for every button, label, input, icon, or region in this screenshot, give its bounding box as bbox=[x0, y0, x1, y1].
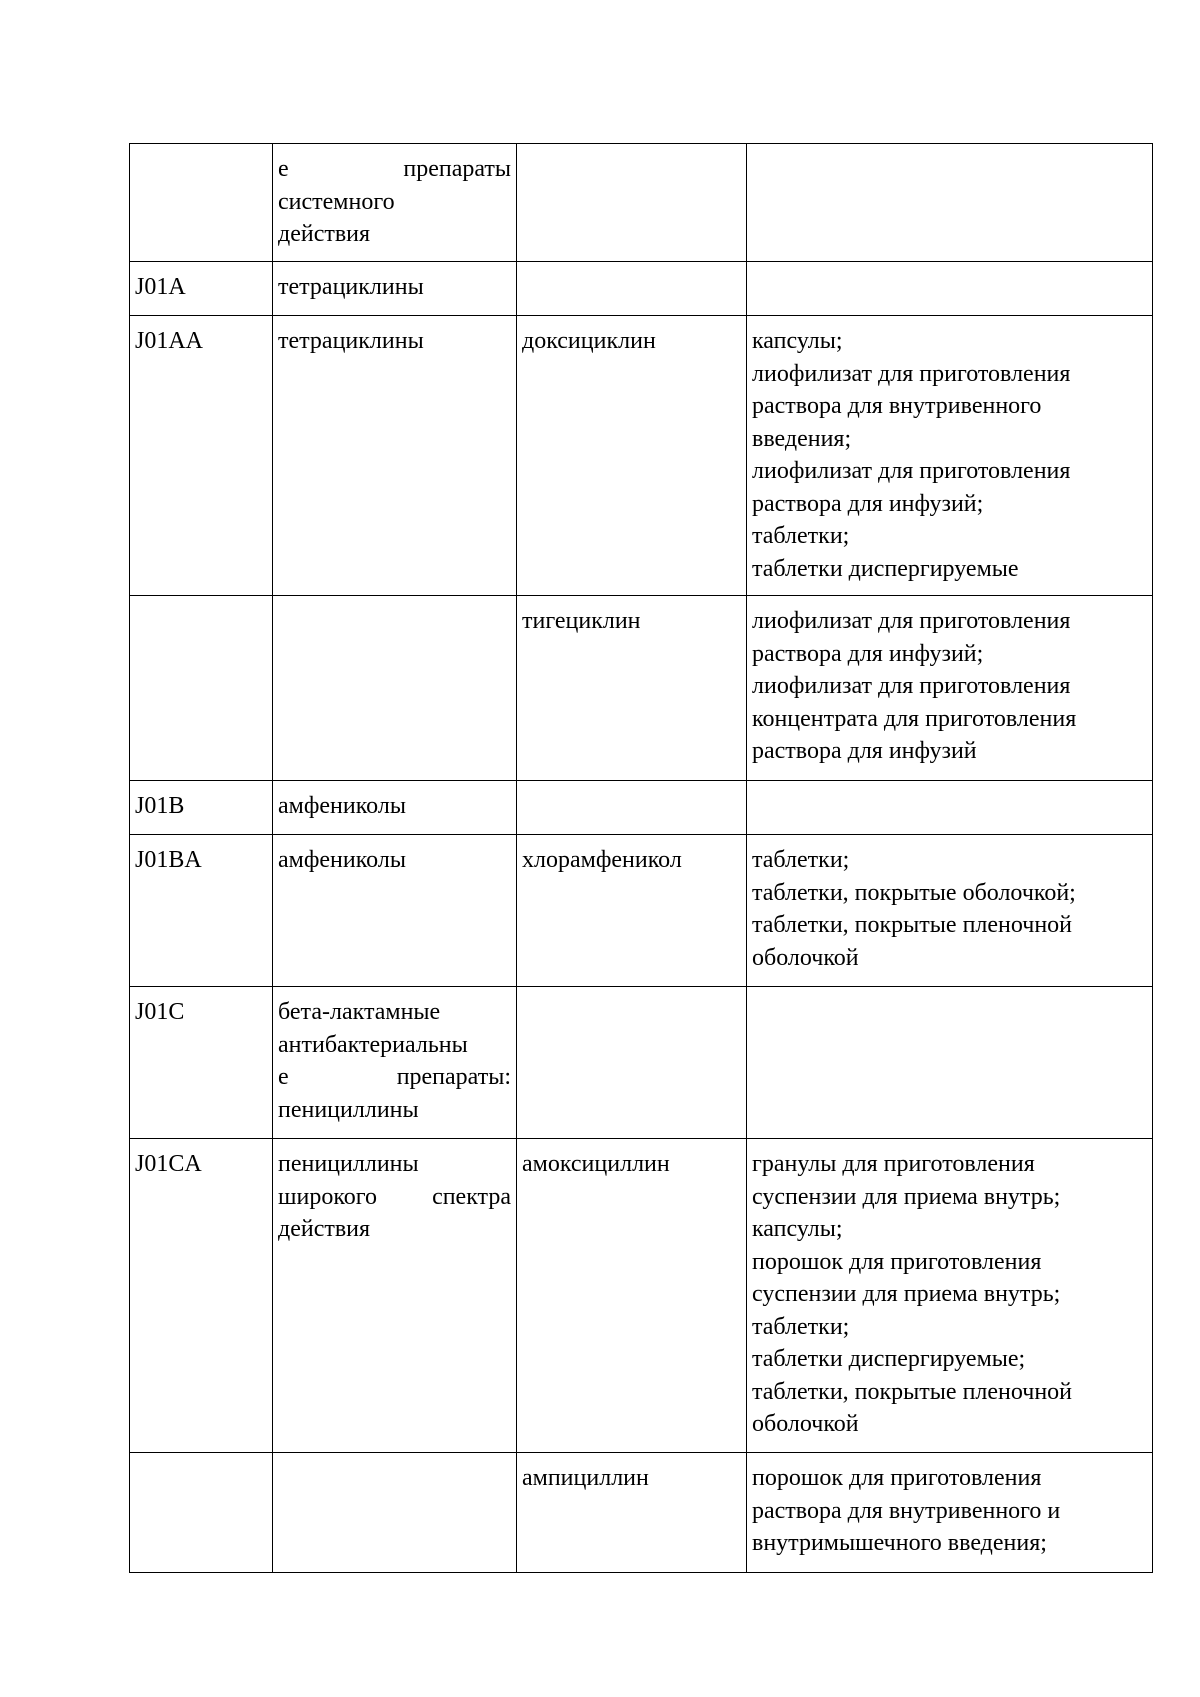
table-row bbox=[130, 781, 1153, 835]
dosage-form-line: таблетки диспергируемые; bbox=[752, 1346, 1026, 1372]
drug-name-cell bbox=[517, 987, 747, 1139]
group-name-line: тетрациклины bbox=[278, 274, 424, 300]
group-name-line: действия bbox=[278, 221, 371, 247]
group-name-line: амфениколы bbox=[278, 793, 406, 819]
table-row bbox=[130, 1139, 1153, 1453]
dosage-form-line: капсулы; bbox=[752, 1216, 843, 1242]
dosage-form-line: внутримышечного введения; bbox=[752, 1530, 1047, 1556]
drug-name-cell bbox=[517, 262, 747, 316]
dosage-forms-cell bbox=[747, 144, 1153, 262]
drug-classification-table bbox=[129, 143, 1153, 1573]
dosage-forms-cell bbox=[747, 596, 1153, 781]
group-name-word: препараты bbox=[403, 156, 511, 182]
group-name-word: спектра bbox=[432, 1183, 511, 1210]
group-name-line bbox=[278, 1061, 511, 1094]
drug-name: тигециклин bbox=[522, 608, 641, 634]
table-row bbox=[130, 835, 1153, 987]
dosage-form-line: раствора для внутривенного и bbox=[752, 1497, 1061, 1524]
group-name-line bbox=[278, 153, 511, 186]
group-name-line: действия bbox=[278, 1216, 371, 1242]
dosage-forms-cell bbox=[747, 262, 1153, 316]
atc-code: J01CA bbox=[135, 1151, 202, 1177]
atc-code: J01AA bbox=[135, 328, 204, 354]
table-row bbox=[130, 262, 1153, 316]
drug-name: амоксициллин bbox=[522, 1151, 670, 1177]
group-name-cell bbox=[273, 1139, 517, 1453]
dosage-form-line: гранулы для приготовления bbox=[752, 1151, 1035, 1177]
atc-code: J01BA bbox=[135, 847, 202, 873]
drug-name: доксициклин bbox=[522, 328, 656, 354]
dosage-form-line: раствора для инфузий; bbox=[752, 490, 984, 517]
dosage-form-line: лиофилизат для приготовления bbox=[752, 673, 1071, 699]
dosage-forms-cell bbox=[747, 987, 1153, 1139]
dosage-forms-cell bbox=[747, 835, 1153, 987]
atc-code-cell bbox=[130, 316, 273, 596]
dosage-forms-cell bbox=[747, 316, 1153, 596]
table-row bbox=[130, 144, 1153, 262]
drug-name-cell bbox=[517, 1453, 747, 1573]
atc-code-cell bbox=[130, 1453, 273, 1573]
group-name-line: пенициллины bbox=[278, 1151, 419, 1177]
dosage-form-line: лиофилизат для приготовления bbox=[752, 360, 1071, 387]
dosage-form-line: таблетки, покрытые оболочкой; bbox=[752, 879, 1076, 906]
dosage-form-line: введения; bbox=[752, 425, 852, 452]
dosage-form-line: раствора для внутривенного bbox=[752, 393, 1042, 419]
group-name-cell bbox=[273, 262, 517, 316]
dosage-form-line: оболочкой bbox=[752, 1411, 859, 1437]
drug-name-cell bbox=[517, 835, 747, 987]
drug-name-cell bbox=[517, 144, 747, 262]
table-row bbox=[130, 987, 1153, 1139]
atc-code: J01A bbox=[135, 274, 186, 300]
dosage-form-line: таблетки, покрытые пленочной bbox=[752, 912, 1073, 938]
group-name-line: бета-лактамные bbox=[278, 999, 441, 1025]
group-name-word: е bbox=[278, 156, 289, 182]
atc-code-cell bbox=[130, 596, 273, 781]
atc-code: J01C bbox=[135, 999, 185, 1025]
atc-code-cell bbox=[130, 781, 273, 835]
group-name-word: е bbox=[278, 1064, 289, 1090]
dosage-forms-cell bbox=[747, 781, 1153, 835]
dosage-form-line: порошок для приготовления bbox=[752, 1248, 1042, 1275]
dosage-form-line: порошок для приготовления bbox=[752, 1465, 1042, 1491]
dosage-form-line: лиофилизат для приготовления bbox=[752, 458, 1071, 484]
dosage-forms-cell bbox=[747, 1139, 1153, 1453]
group-name-cell bbox=[273, 316, 517, 596]
group-name-line: амфениколы bbox=[278, 847, 406, 873]
dosage-form-line: суспензии для приема внутрь; bbox=[752, 1281, 1061, 1307]
dosage-form-line: таблетки; bbox=[752, 847, 850, 873]
dosage-forms-cell bbox=[747, 1453, 1153, 1573]
atc-code-cell bbox=[130, 1139, 273, 1453]
drug-name-cell bbox=[517, 1139, 747, 1453]
group-name-cell bbox=[273, 835, 517, 987]
atc-code-cell bbox=[130, 987, 273, 1139]
group-name-cell bbox=[273, 1453, 517, 1573]
group-name-cell bbox=[273, 987, 517, 1139]
atc-code-cell bbox=[130, 144, 273, 262]
dosage-form-line: таблетки; bbox=[752, 1313, 850, 1340]
dosage-form-line: таблетки; bbox=[752, 523, 850, 549]
dosage-form-line: раствора для инфузий bbox=[752, 738, 977, 764]
dosage-form-line: концентрата для приготовления bbox=[752, 705, 1077, 732]
group-name-word: препараты: bbox=[396, 1064, 511, 1090]
table-row bbox=[130, 596, 1153, 781]
atc-code-cell bbox=[130, 262, 273, 316]
drug-name: хлорамфеникол bbox=[522, 847, 682, 873]
drug-name-cell bbox=[517, 316, 747, 596]
dosage-form-line: оболочкой bbox=[752, 944, 859, 971]
group-name-cell bbox=[273, 596, 517, 781]
group-name-word: широкого bbox=[278, 1183, 378, 1210]
dosage-form-line: лиофилизат для приготовления bbox=[752, 608, 1071, 634]
group-name-line bbox=[278, 1181, 511, 1214]
drug-name: ампициллин bbox=[522, 1465, 649, 1491]
group-name-line: тетрациклины bbox=[278, 328, 424, 354]
dosage-form-line: таблетки, покрытые пленочной bbox=[752, 1378, 1073, 1405]
group-name-cell bbox=[273, 144, 517, 262]
group-name-line: системного bbox=[278, 188, 395, 215]
group-name-cell bbox=[273, 781, 517, 835]
dosage-form-line: суспензии для приема внутрь; bbox=[752, 1183, 1061, 1210]
atc-code-cell bbox=[130, 835, 273, 987]
atc-code: J01B bbox=[135, 793, 185, 819]
group-name-line: пенициллины bbox=[278, 1096, 419, 1123]
table-row bbox=[130, 316, 1153, 596]
dosage-form-line: раствора для инфузий; bbox=[752, 640, 984, 667]
drug-name-cell bbox=[517, 781, 747, 835]
group-name-line: антибактериальны bbox=[278, 1031, 468, 1058]
drug-name-cell bbox=[517, 596, 747, 781]
dosage-form-line: капсулы; bbox=[752, 328, 843, 354]
table-row bbox=[130, 1453, 1153, 1573]
dosage-form-line: таблетки диспергируемые bbox=[752, 555, 1019, 582]
